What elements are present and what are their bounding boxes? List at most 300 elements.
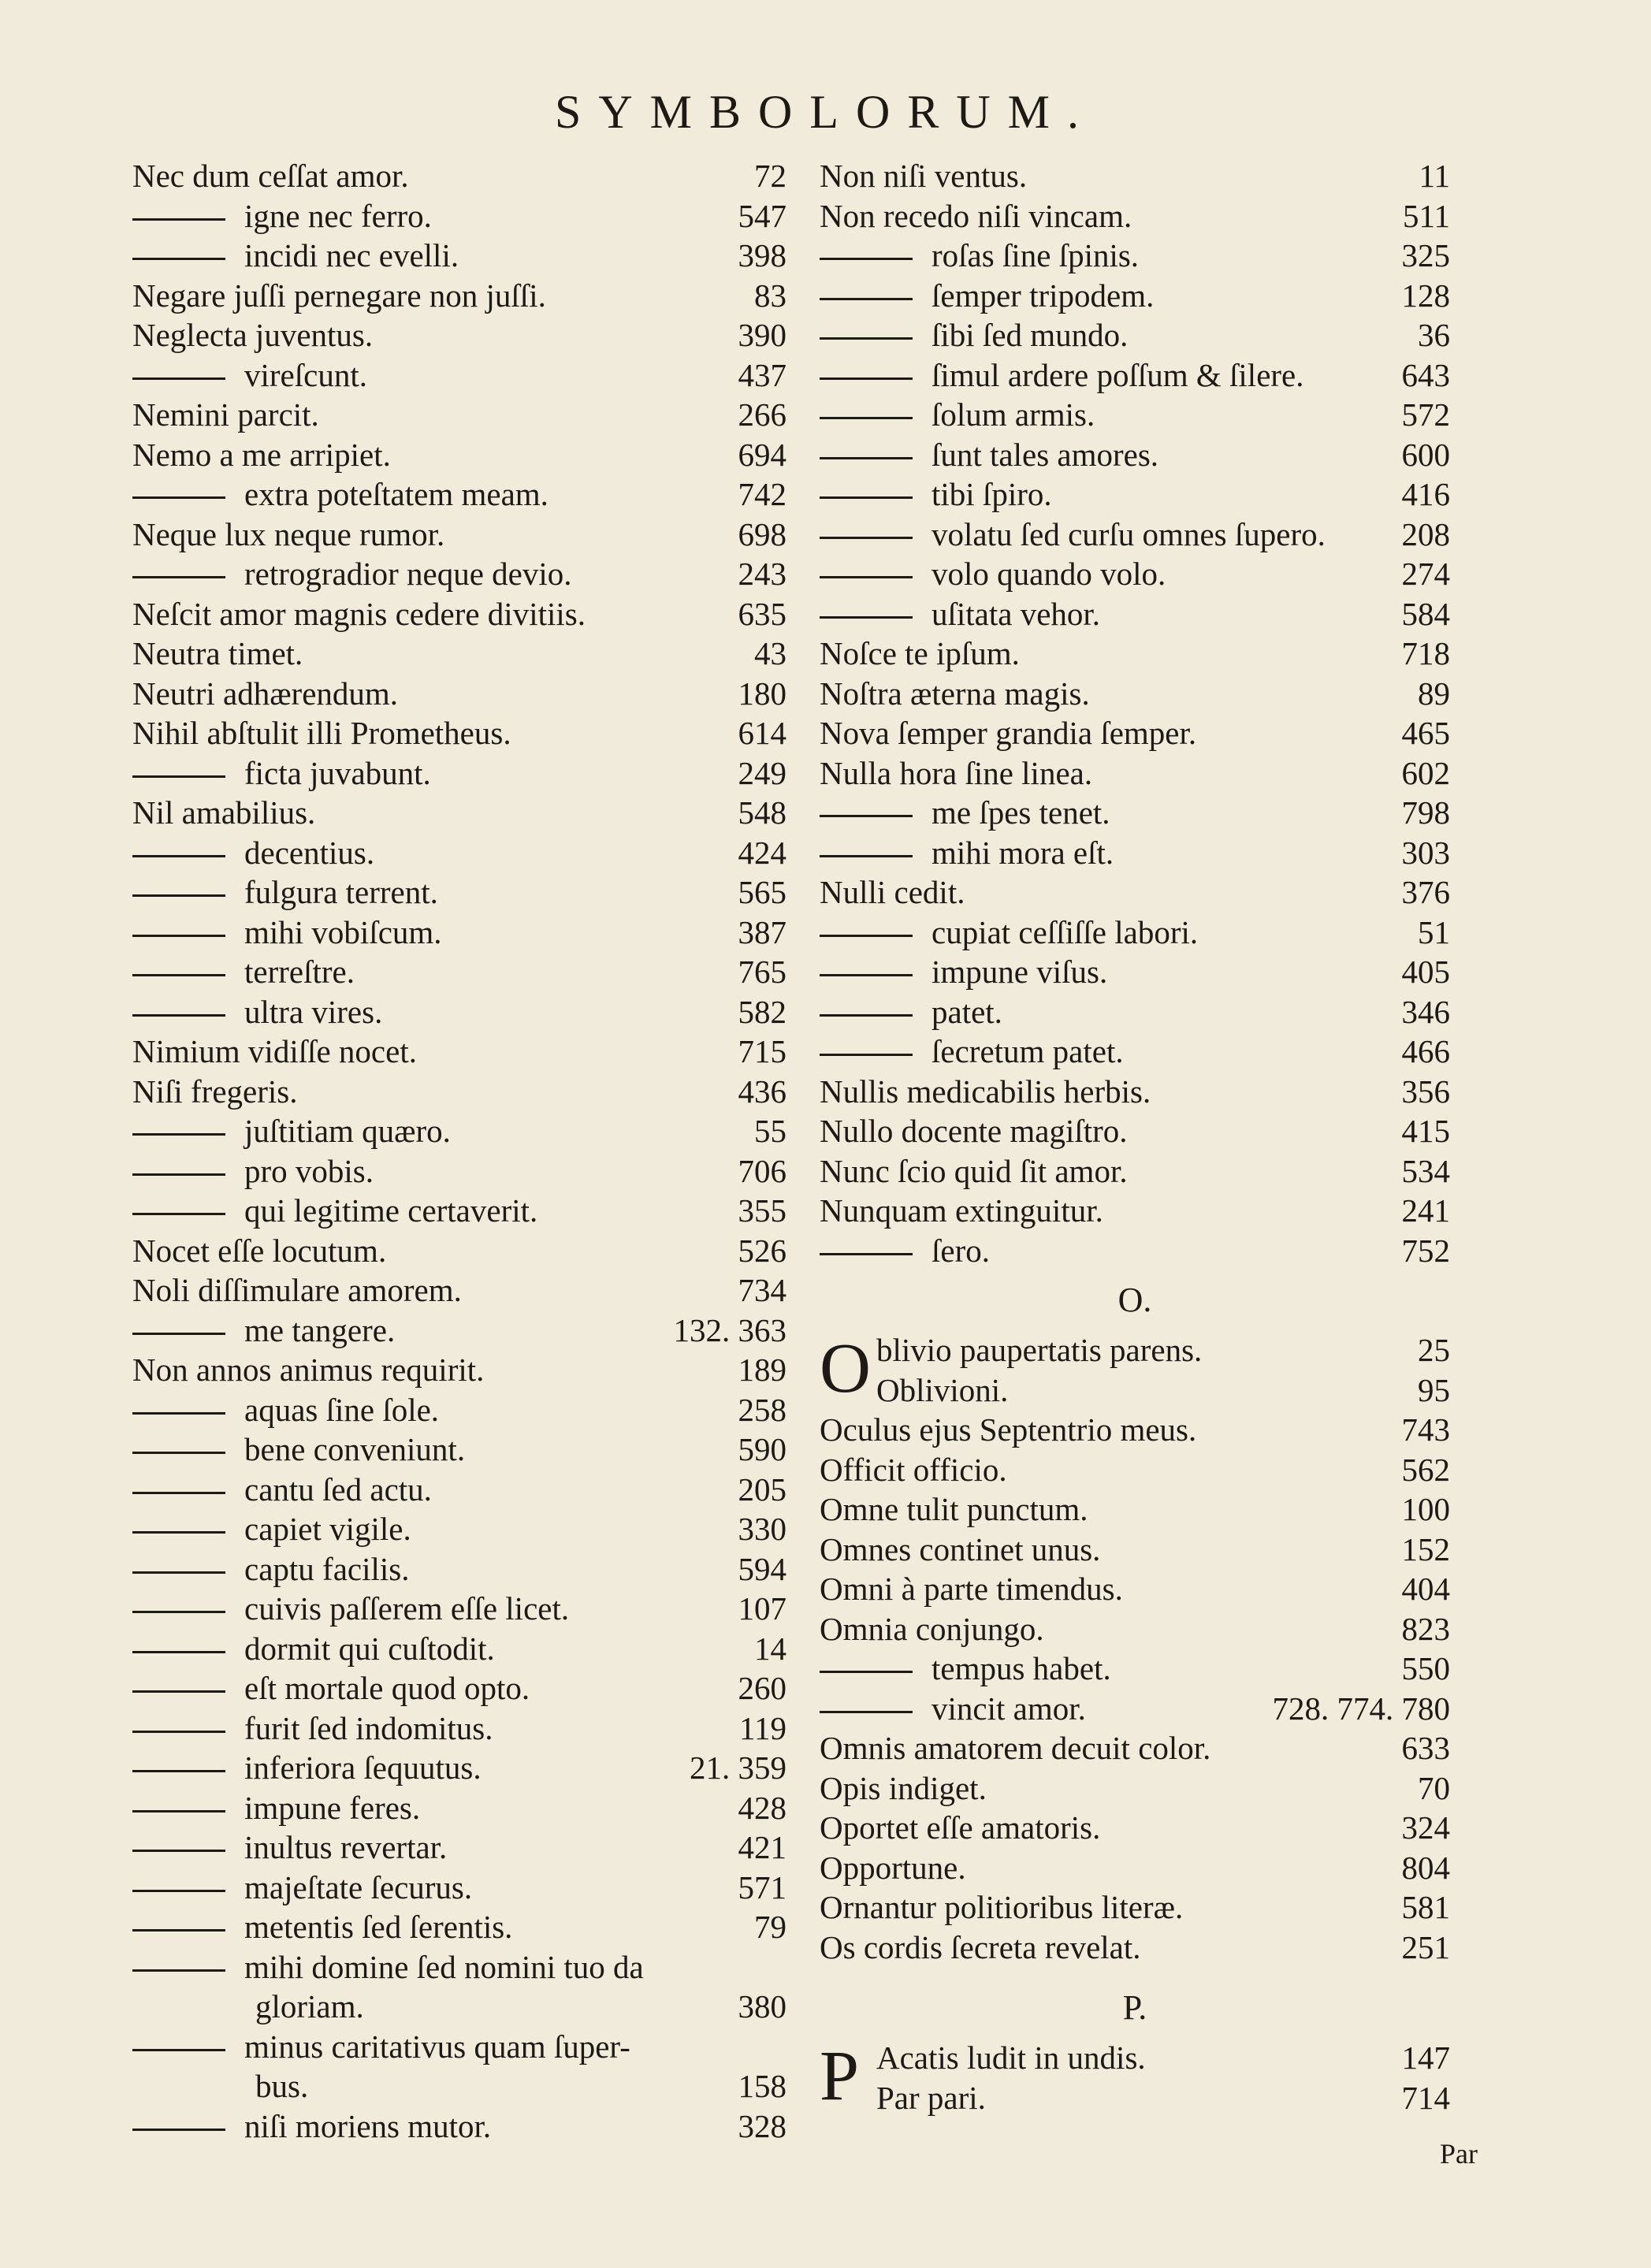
index-entry — [820, 1928, 1450, 1968]
entry-page-number: 43 — [754, 635, 786, 671]
index-entry — [132, 435, 786, 475]
entry-page-number: 584 — [1401, 595, 1450, 632]
entry-text: aquas ſine ſole. — [244, 1391, 440, 1428]
index-entry — [132, 1827, 786, 1868]
index-entry — [820, 1450, 1450, 1490]
entry-page-number: 715 — [738, 1033, 786, 1069]
entry-text: vincit amor. — [931, 1690, 1086, 1727]
entry-page-number: 600 — [1401, 436, 1450, 473]
entry-text: Nemo a me arripiet. — [132, 436, 391, 473]
ditto-dash — [132, 218, 225, 221]
entry-page-number: 328 — [738, 2107, 786, 2144]
entry-page-number: 107 — [738, 1590, 786, 1627]
entry-page-number: 51 — [1418, 913, 1450, 950]
entry-page-number: 465 — [1401, 715, 1450, 751]
drop-cap-letter: P — [820, 2037, 860, 2115]
entry-text: ſero. — [931, 1232, 990, 1269]
entry-page-number: 635 — [738, 595, 786, 632]
entry-page-number: 550 — [1401, 1650, 1450, 1686]
entry-text: Oportet eſſe amatoris. — [820, 1809, 1101, 1846]
entry-page-number: 208 — [1401, 515, 1450, 552]
ditto-dash — [820, 815, 913, 817]
entry-text: Nil amabilius. — [132, 794, 316, 831]
entry-text: vireſcunt. — [244, 356, 367, 393]
entry-text: ſemper tripodem. — [931, 277, 1155, 314]
entry-text: fulgura terrent. — [244, 874, 438, 910]
index-entry — [132, 634, 786, 674]
entry-page-number: 416 — [1401, 476, 1450, 512]
index-entry — [820, 1728, 1450, 1768]
entry-page-number: 83 — [754, 277, 786, 314]
section-heading-o: O. — [1117, 1281, 1152, 1319]
entry-text: juſtitiam quæro. — [244, 1113, 451, 1149]
ditto-dash — [132, 1133, 225, 1136]
entry-page-number: 437 — [738, 356, 786, 393]
index-entry — [820, 515, 1450, 555]
entry-text: Par pari. — [876, 2079, 986, 2116]
index-entry — [132, 713, 786, 753]
index-entry — [132, 276, 786, 316]
entry-text: Neglecta juventus. — [132, 317, 374, 353]
entry-page-number: 633 — [1401, 1730, 1450, 1766]
index-entry — [820, 1689, 1450, 1729]
index-entry — [820, 1072, 1450, 1112]
entry-text: Nulli cedit. — [820, 874, 965, 910]
entry-text: uſitata vehor. — [931, 595, 1101, 632]
index-entry — [132, 913, 786, 953]
index-entry — [820, 1768, 1450, 1809]
entry-page-number: 415 — [1401, 1113, 1450, 1149]
ditto-dash — [132, 1810, 225, 1813]
entry-text: Nemini parcit. — [132, 396, 319, 433]
entry-page-number: 602 — [1401, 754, 1450, 791]
ditto-dash — [132, 1969, 225, 1972]
entry-page-number: 72 — [754, 158, 786, 194]
entry-page-number: 25 — [1418, 1332, 1450, 1368]
ditto-dash — [132, 855, 225, 857]
index-entry — [820, 156, 1450, 196]
entry-page-number: 765 — [738, 954, 786, 990]
ditto-dash — [132, 1452, 225, 1454]
ditto-dash — [132, 1571, 225, 1574]
entry-page-number: 581 — [1401, 1889, 1450, 1925]
entry-page-number: 526 — [738, 1232, 786, 1269]
index-entry — [132, 833, 786, 873]
entry-text: Neſcit amor magnis cedere divitiis. — [132, 595, 586, 632]
index-entry — [820, 992, 1450, 1032]
entry-page-number: 571 — [738, 1868, 786, 1905]
catchword: Par — [1440, 2138, 1478, 2169]
index-entry — [132, 1072, 786, 1112]
index-entry — [132, 2106, 786, 2147]
entry-page-number: 742 — [738, 476, 786, 512]
ditto-dash — [820, 1014, 913, 1017]
entry-page-number: 706 — [738, 1152, 786, 1189]
entry-text: Non recedo niſi vincam. — [820, 197, 1132, 234]
entry-page-number: 376 — [1401, 874, 1450, 910]
ditto-dash — [132, 1770, 225, 1772]
index-entry — [820, 674, 1450, 714]
entry-text: cantu ſed actu. — [244, 1470, 432, 1508]
entry-text: cupiat ceſſiſſe labori. — [931, 913, 1199, 950]
entry-page-number: 718 — [1401, 635, 1450, 671]
index-entry — [820, 1808, 1450, 1848]
index-entry — [132, 1947, 786, 1987]
entry-page-number: 643 — [1401, 356, 1450, 393]
index-entry — [820, 1530, 1450, 1570]
ditto-dash — [820, 1054, 913, 1056]
entry-text: Nullis medicabilis herbis. — [820, 1073, 1151, 1110]
entry-text: bus. — [255, 2068, 309, 2104]
index-entry — [132, 1549, 786, 1589]
entry-page-number: 21. 359 — [690, 1749, 786, 1786]
index-entry — [132, 1430, 786, 1470]
entry-page-number: 55 — [754, 1113, 786, 1149]
ditto-dash — [820, 258, 913, 260]
entry-page-number: 582 — [738, 993, 786, 1030]
entry-text: ficta juvabunt. — [244, 754, 431, 791]
dropcap-entry-p — [820, 2038, 1450, 2117]
ditto-dash — [820, 935, 913, 937]
index-entry — [820, 952, 1450, 992]
right-column — [820, 156, 1450, 2117]
entry-text: Nocet eſſe locutum. — [132, 1232, 387, 1269]
entry-page-number: 694 — [738, 436, 786, 473]
index-entry — [132, 1987, 786, 2027]
ditto-dash — [820, 855, 913, 857]
entry-text: Nova ſemper grandia ſemper. — [820, 715, 1197, 751]
entry-text: inferiora ſequutus. — [244, 1749, 482, 1786]
ditto-dash — [820, 496, 913, 499]
dropcap-entry-o — [820, 1330, 1450, 1410]
ditto-dash — [820, 457, 913, 459]
entry-text: Nunc ſcio quid ſit amor. — [820, 1152, 1128, 1189]
index-entry — [820, 594, 1450, 634]
entry-page-number: 11 — [1419, 158, 1450, 194]
entry-text: Nihil abſtulit illi Prometheus. — [132, 715, 511, 751]
index-entry — [820, 1649, 1450, 1689]
entry-text: ſolum armis. — [931, 396, 1095, 433]
entry-text: niſi moriens mutor. — [244, 2107, 492, 2144]
entry-page-number: 390 — [738, 317, 786, 353]
section-heading-p: P. — [1122, 1988, 1147, 2027]
entry-text: Omne tulit punctum. — [820, 1491, 1088, 1527]
index-entry — [820, 1489, 1450, 1530]
ditto-dash — [132, 2049, 225, 2051]
entry-page-number: 380 — [738, 1988, 786, 2024]
ditto-dash — [132, 377, 225, 380]
entry-text: capiet vigile. — [244, 1511, 411, 1547]
entry-page-number: 251 — [1401, 1928, 1450, 1965]
entry-text: ſibi ſed mundo. — [931, 317, 1129, 353]
index-entry — [820, 236, 1450, 276]
entry-text: incidi nec evelli. — [244, 237, 459, 273]
ditto-dash — [132, 576, 225, 578]
index-entry — [132, 753, 786, 794]
entry-page-number: 466 — [1401, 1033, 1450, 1069]
index-entry — [132, 992, 786, 1032]
index-entry — [820, 1887, 1450, 1928]
index-entry — [132, 594, 786, 634]
entry-text: furit ſed indomitus. — [244, 1709, 493, 1746]
entry-text: captu facilis. — [244, 1550, 410, 1587]
index-entry — [820, 196, 1450, 236]
index-entry — [132, 1788, 786, 1828]
entry-text: majeſtate ſecurus. — [244, 1868, 473, 1905]
entry-text: roſas ſine ſpinis. — [931, 237, 1140, 273]
entry-page-number: 180 — [738, 675, 786, 712]
entry-text: qui legitime certaverit. — [244, 1192, 538, 1229]
ditto-dash — [132, 1611, 225, 1613]
index-entry — [820, 1151, 1450, 1192]
ditto-dash — [132, 496, 225, 499]
index-entry — [820, 634, 1450, 674]
entry-page-number: 534 — [1401, 1152, 1450, 1189]
ditto-dash — [132, 1850, 225, 1852]
entry-text: Negare juſſi pernegare non juſſi. — [132, 277, 546, 314]
index-entry — [132, 1390, 786, 1430]
entry-page-number: 548 — [738, 794, 786, 831]
index-entry — [820, 355, 1450, 396]
index-entry — [820, 395, 1450, 435]
entry-text: minus caritativus quam ſuper- — [244, 2028, 630, 2065]
index-entry — [132, 236, 786, 276]
entry-page-number: 424 — [738, 834, 786, 871]
entry-text: gloriam. — [255, 1988, 364, 2024]
entry-text: mihi vobiſcum. — [244, 913, 442, 950]
entry-page-number: 405 — [1401, 954, 1450, 990]
entry-text: ſunt tales amores. — [931, 436, 1159, 473]
ditto-dash — [132, 2129, 225, 2131]
ditto-dash — [132, 1731, 225, 1733]
entry-page-number: 89 — [1418, 675, 1450, 712]
entry-text: Omni à parte timendus. — [820, 1571, 1123, 1607]
index-entry — [132, 1907, 786, 1947]
entry-text: ſimul ardere poſſum & ſilere. — [931, 356, 1304, 393]
index-entry — [132, 793, 786, 833]
entry-text: Oblivioni. — [876, 1371, 1009, 1408]
ditto-dash — [820, 974, 913, 976]
index-entry — [132, 315, 786, 355]
entry-page-number: 387 — [738, 913, 786, 950]
entry-text: impune feres. — [244, 1789, 421, 1826]
entry-page-number: 260 — [738, 1670, 786, 1706]
entry-text: mihi mora eſt. — [931, 834, 1114, 871]
entry-text: Os cordis ſecreta revelat. — [820, 1928, 1141, 1965]
ditto-dash — [820, 1671, 913, 1673]
entry-page-number: 698 — [738, 515, 786, 552]
ditto-dash — [820, 298, 913, 300]
entry-text: me ſpes tenet. — [931, 794, 1110, 831]
ditto-dash — [820, 537, 913, 539]
entry-text: Non annos animus requirit. — [132, 1352, 485, 1388]
entry-text: patet. — [931, 993, 1002, 1030]
index-entry — [132, 1470, 786, 1510]
entry-page-number: 79 — [754, 1909, 786, 1945]
entry-page-number: 404 — [1401, 1571, 1450, 1607]
entry-page-number: 590 — [738, 1431, 786, 1467]
entry-page-number: 511 — [1403, 197, 1450, 234]
entry-text: Omnes continet unus. — [820, 1530, 1101, 1567]
ditto-dash — [820, 337, 913, 340]
entry-page-number: 728. 774. 780 — [1272, 1690, 1450, 1727]
entry-page-number: 152 — [1401, 1530, 1450, 1567]
index-entry — [820, 713, 1450, 753]
index-entry — [820, 793, 1450, 833]
entry-page-number: 249 — [738, 754, 786, 791]
entry-page-number: 258 — [738, 1391, 786, 1428]
index-entry — [820, 1410, 1450, 1450]
entry-text: Nulla hora ſine linea. — [820, 754, 1093, 791]
ditto-dash — [820, 1711, 913, 1713]
ditto-dash — [820, 417, 913, 419]
entry-page-number: 562 — [1401, 1451, 1450, 1488]
index-entry — [820, 1569, 1450, 1609]
entry-text: Neque lux neque rumor. — [132, 515, 445, 552]
index-entry — [132, 1270, 786, 1311]
entry-page-number: 547 — [738, 197, 786, 234]
entry-text: Omnis amatorem decuit color. — [820, 1730, 1211, 1766]
index-entry — [132, 196, 786, 236]
index-entry — [820, 872, 1450, 913]
right-o-entries — [820, 1410, 1450, 1967]
index-entry — [132, 1032, 786, 1072]
entry-page-number: 356 — [1401, 1073, 1450, 1110]
entry-text: Noſce te ipſum. — [820, 635, 1020, 671]
ditto-dash — [132, 775, 225, 778]
entry-page-number: 36 — [1418, 317, 1450, 353]
entry-text: decentius. — [244, 834, 375, 871]
entry-text: Nimium vidiſſe nocet. — [132, 1033, 417, 1069]
ditto-dash — [820, 616, 913, 619]
entry-text: ſecretum patet. — [931, 1033, 1124, 1069]
entry-text: metentis ſed ſerentis. — [244, 1909, 513, 1945]
ditto-dash — [820, 1253, 913, 1255]
entry-page-number: 743 — [1401, 1411, 1450, 1448]
entry-text: tibi ſpiro. — [931, 476, 1052, 512]
entry-text: pro vobis. — [244, 1152, 374, 1189]
ditto-dash — [132, 1890, 225, 1892]
entry-text: Neutra timet. — [132, 635, 303, 671]
entry-page-number: 346 — [1401, 993, 1450, 1030]
entry-text: impune viſus. — [931, 954, 1108, 990]
entry-page-number: 325 — [1401, 237, 1450, 273]
ditto-dash — [132, 1492, 225, 1494]
entry-page-number: 421 — [738, 1829, 786, 1865]
index-entry — [132, 1708, 786, 1749]
entry-text: Nunquam extinguitur. — [820, 1192, 1103, 1229]
ditto-dash — [132, 1333, 225, 1335]
entry-text: volatu ſed curſu omnes ſupero. — [931, 515, 1326, 552]
entry-page-number: 614 — [738, 715, 786, 751]
entry-text: dormit qui cuſtodit. — [244, 1630, 495, 1667]
entry-text: Officit officio. — [820, 1451, 1007, 1488]
index-entry — [132, 1311, 786, 1351]
index-entry — [132, 554, 786, 594]
index-entry — [820, 315, 1450, 355]
entry-page-number: 594 — [738, 1550, 786, 1587]
index-entry — [132, 1868, 786, 1908]
entry-text: Ornantur politioribus literæ. — [820, 1889, 1184, 1925]
ditto-dash — [132, 1929, 225, 1932]
entry-page-number: 398 — [738, 237, 786, 273]
index-entry — [820, 1111, 1450, 1151]
index-entry — [132, 2027, 786, 2067]
index-entry — [820, 913, 1450, 953]
index-entry — [132, 1191, 786, 1231]
entry-text: Opportune. — [820, 1849, 966, 1886]
entry-page-number: 303 — [1401, 834, 1450, 871]
entry-page-number: 714 — [1401, 2079, 1450, 2116]
entry-page-number: 241 — [1401, 1192, 1450, 1229]
index-entry — [132, 1231, 786, 1271]
entry-page-number: 243 — [738, 556, 786, 592]
entry-page-number: 572 — [1401, 396, 1450, 433]
index-entry — [820, 276, 1450, 316]
entry-text: inultus revertar. — [244, 1829, 448, 1865]
index-entry — [132, 1748, 786, 1788]
entry-page-number: 804 — [1401, 1849, 1450, 1886]
entry-page-number: 205 — [738, 1470, 786, 1508]
index-entry — [820, 554, 1450, 594]
entry-text: Nec dum ceſſat amor. — [132, 158, 409, 194]
entry-page-number: 330 — [738, 1511, 786, 1547]
index-entry — [132, 1668, 786, 1708]
index-entry — [132, 515, 786, 555]
index-entry — [132, 2066, 786, 2106]
entry-page-number: 752 — [1401, 1232, 1450, 1269]
entry-text: Nullo docente magiſtro. — [820, 1113, 1128, 1149]
entry-text: Non niſi ventus. — [820, 158, 1028, 194]
entry-text: Niſi fregeris. — [132, 1073, 298, 1110]
entry-text: tempus habet. — [931, 1650, 1111, 1686]
index-entry — [132, 395, 786, 435]
index-entry — [820, 435, 1450, 475]
entry-text: mihi domine ſed nomini tuo da — [244, 1948, 644, 1985]
entry-text: extra poteſtatem meam. — [244, 476, 548, 512]
index-entry — [820, 753, 1450, 794]
entry-page-number: 274 — [1401, 556, 1450, 592]
index-entry — [820, 1609, 1450, 1649]
index-entry — [820, 833, 1450, 873]
entry-text: Oculus ejus Septentrio meus. — [820, 1411, 1197, 1448]
page-title: SYMBOLORUM. — [554, 86, 1097, 138]
index-entry — [820, 1191, 1450, 1231]
entry-text: ultra vires. — [244, 993, 383, 1030]
entry-text: eſt mortale quod opto. — [244, 1670, 530, 1706]
index-entry — [132, 674, 786, 714]
entry-text: me tangere. — [244, 1311, 396, 1348]
entry-page-number: 100 — [1401, 1491, 1450, 1527]
ditto-dash — [820, 576, 913, 578]
entry-page-number: 132. 363 — [673, 1311, 786, 1348]
index-entry — [132, 1589, 786, 1629]
entry-text: cuivis paſſerem eſſe licet. — [244, 1590, 570, 1627]
entry-text: bene conveniunt. — [244, 1431, 466, 1467]
ditto-dash — [132, 935, 225, 937]
entry-text: Neutri adhærendum. — [132, 675, 399, 712]
entry-text: retrogradior neque devio. — [244, 556, 572, 592]
entry-text: Noli diſſimulare amorem. — [132, 1272, 462, 1308]
entry-page-number: 565 — [738, 874, 786, 910]
entry-text: terreſtre. — [244, 954, 355, 990]
ditto-dash — [132, 1213, 225, 1215]
entry-page-number: 734 — [738, 1272, 786, 1308]
index-entry — [820, 474, 1450, 515]
entry-page-number: 798 — [1401, 794, 1450, 831]
index-entry — [132, 1111, 786, 1151]
index-entry — [132, 1151, 786, 1192]
